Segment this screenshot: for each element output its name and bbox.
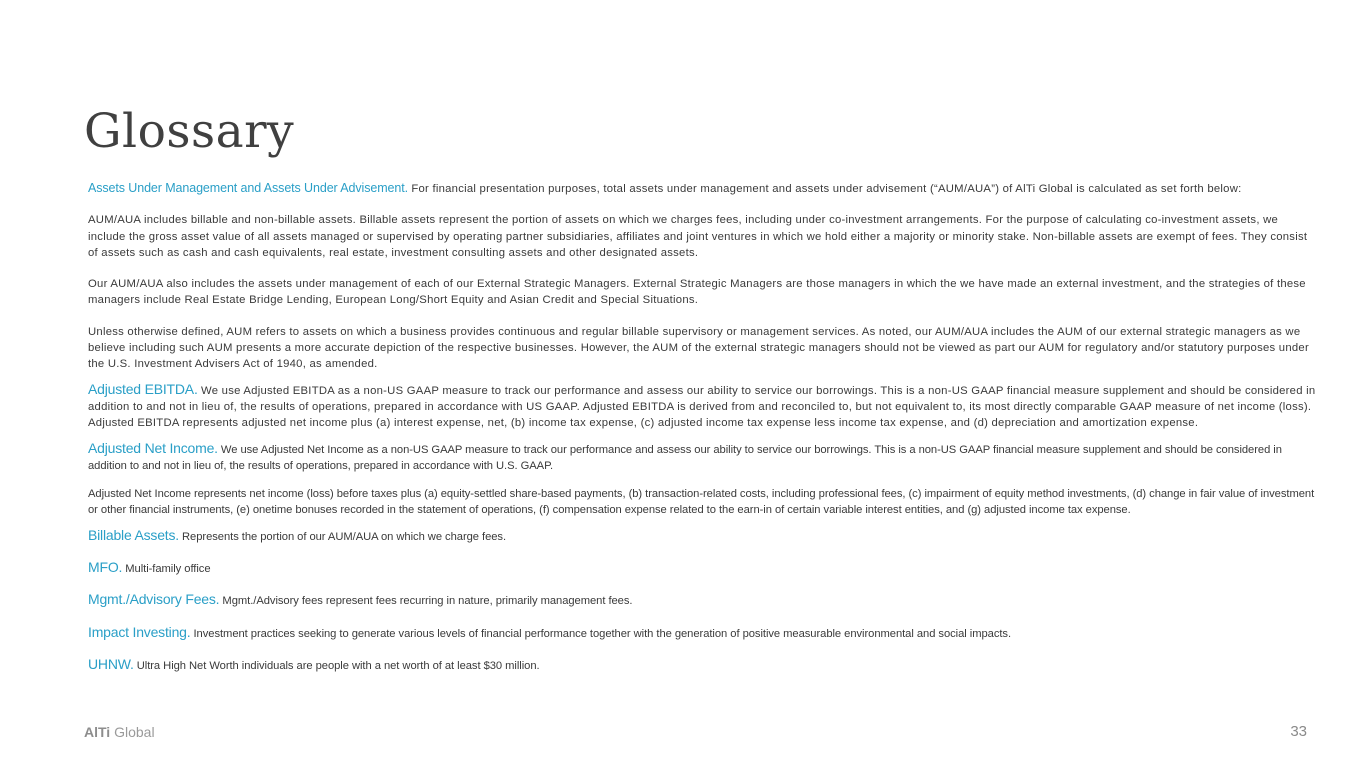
glossary-entry-ani — [88, 440, 1316, 475]
glossary-entry-aum — [88, 180, 1316, 197]
term-mgmt-advisory-fees: Mgmt./Advisory Fees. — [88, 591, 220, 608]
definition-adjusted-ebitda: We use Adjusted EBITDA as a non-US GAAP measure to track our performance and assess our ability to service our borrowings. This is a non-US GAAP financial measure supplement and should be considered in addition to and not in lieu of, the results of operations, prepared in accordance with US GAAP. Adjusted EBITDA is derived from and reconciled to, but not equivalent to, its most directly comparable GAAP measure of net income (loss). Adjusted EBITDA represents adjusted net income plus (a) interest expense, net, (b) income tax expense, (c) adjusted income tax expense less income tax expense, and (d) depreciation and amortization expense. — [88, 384, 1316, 430]
definition-mfo: Multi-family office — [122, 563, 211, 576]
glossary-entry-mfo — [88, 559, 1316, 577]
logo-brand-bold: AlTi — [84, 724, 111, 740]
glossary-entry-uhnw — [88, 656, 1316, 674]
definition-billable-assets: Represents the portion of our AUM/AUA on which we charge fees. — [178, 530, 507, 543]
definition-aum-p1: AUM/AUA includes billable and non-billable assets. Billable assets represent the portion of assets on which we charges fees, including under co-investment arrangements. For the purpose of calculating co-investment assets, we include the gross asset value of all assets managed or supervised by operating partner subsidiaries, affiliates and joint ventures in which we hold either a majority or minority stake. Non-billable assets are exempt of fees. They consist of assets such as cash and cash equivalents, real estate, investment consulting assets and other designated assets. — [88, 214, 1308, 259]
term-impact-investing: Impact Investing. — [88, 623, 191, 640]
definition-aum-p3: Unless otherwise defined, AUM refers to assets on which a business provides continuous and regular billable supervisory or management services. As noted, our AUM/AUA includes the AUM of our external strategic managers as we believe including such AUM presents a more accurate depiction of the respective businesses. However, the AUM of the external strategic managers should not be viewed as part our AUM for regulatory and/or statutory purposes under the U.S. Investment Advisers Act of 1940, as amended. — [88, 325, 1309, 371]
term-aum: Assets Under Management and Assets Under Advisement. — [88, 181, 408, 195]
definition-mgmt-advisory-fees: Mgmt./Advisory fees represent fees recurring in nature, primarily management fees. — [219, 595, 633, 608]
glossary-entry-billable — [88, 527, 1316, 545]
glossary-entry-mgmt-fees — [88, 591, 1316, 609]
logo-brand-rest: Global — [110, 724, 155, 740]
glossary-entry-ebitda — [88, 381, 1316, 432]
definition-impact-investing: Investment practices seeking to generate various levels of financial performance together with the generation of positive measurable environmental and social impacts. — [190, 627, 1012, 640]
definition-aum-intro: For financial presentation purposes, total assets under management and assets under advisement (“AUM/AUA”) of AlTi Global is calculated as set forth below: — [407, 183, 1242, 195]
term-mfo: MFO. — [88, 559, 123, 576]
term-adjusted-ebitda: Adjusted EBITDA. — [88, 380, 198, 397]
definition-aum-p2: Our AUM/AUA also includes the assets under management of each of our External Strategic Managers. External Strategic Managers are those managers in which the we have made an external investment, and the strategies of these managers include Real Estate Bridge Lending, European Long/Short Equity and Asian Credit and Special Situations. — [88, 278, 1306, 307]
glossary-body — [88, 180, 1316, 674]
definition-adjusted-net-income-p2: Adjusted Net Income represents net income (loss) before taxes plus (a) equity-settled share-based payments, (b) transaction-related costs, including professional fees, (c) impairment of equity method investments, (d) change in fair value of investment or other financial instruments, (e) onetime bonuses recorded in the statement of operations, (f) compensation expense related to the earn-in of certain variable interest entities, and (g) adjusted income tax expense. — [88, 488, 1315, 517]
glossary-entry-impact — [88, 624, 1316, 642]
page-title: Glossary — [84, 104, 295, 159]
term-uhnw: UHNW. — [88, 655, 134, 672]
definition-uhnw: Ultra High Net Worth individuals are people with a net worth of at least $30 million. — [133, 659, 540, 672]
term-adjusted-net-income: Adjusted Net Income. — [88, 439, 218, 456]
definition-adjusted-net-income: We use Adjusted Net Income as a non-US GAAP measure to track our performance and assess our ability to service our borrowings. This is a non-US GAAP financial measure supplement and should be considered in addition to and not in lieu of, the results of operations, prepared in accordance with U.S. GAAP. — [88, 443, 1282, 472]
page-number: 33 — [1290, 723, 1307, 740]
term-billable-assets: Billable Assets. — [88, 526, 179, 543]
alti-global-logo — [84, 724, 155, 740]
